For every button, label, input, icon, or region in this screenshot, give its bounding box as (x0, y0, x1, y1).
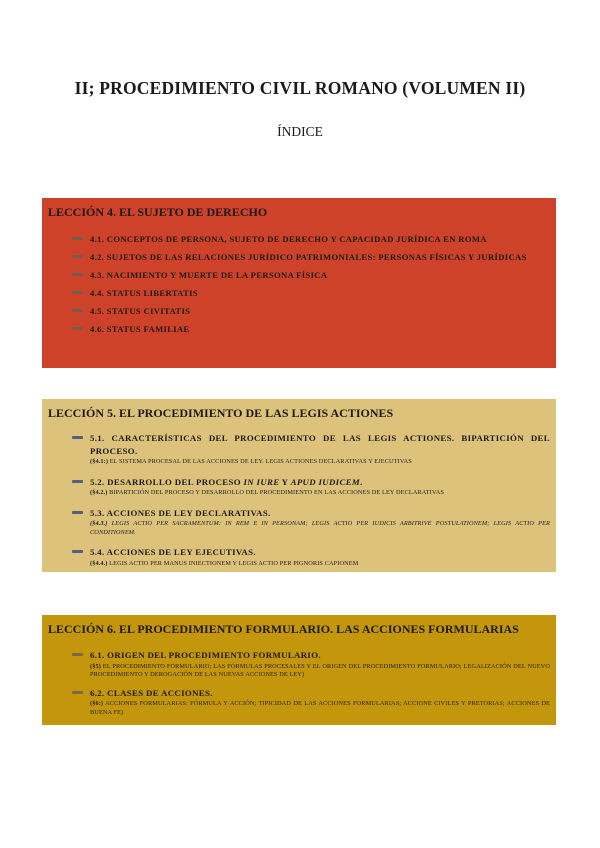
lesson-5-box (42, 399, 556, 572)
list-item (72, 649, 550, 680)
item-text: 4.4. STATUS LIBERTATIS (90, 288, 199, 298)
bullet-icon (72, 436, 83, 439)
item-text: 4.3. NACIMIENTO Y MUERTE DE LA PERSONA FÍSICA (90, 270, 328, 280)
item-text: 4.6. STATUS FAMILIAE (90, 324, 190, 334)
lesson-items (48, 233, 550, 336)
item-subtext: (§5) EL PROCEDIMIENTO FORMULARIO; LAS FÓRMULAS PROCESALES Y EL ORIGEN DEL PROCEDIMIENTO FORMULARIO; LEGALIZACIÓN DEL NUEVO PROCEDIMIENTO Y DEROGACIÓN DE LAS NUEVAS ACCIONES DE LEY) (90, 662, 550, 678)
bullet-icon (72, 327, 83, 330)
lesson-4-box (42, 198, 556, 368)
item-subtext: (§4.2.) BIPARTICIÓN DEL PROCESO Y DESARROLLO DEL PROCEDIMIENTO EN LAS ACCIONES DE LEY DECLARATIVAS (90, 489, 444, 496)
bullet-icon (72, 511, 83, 514)
list-item: 5.2. DESARROLLO DEL PROCESO IN IURE Y APUD IUDICEM. (§4.2.) BIPARTICIÓN DEL PROCESO Y DESARROLLO DEL PROCEDIMIENTO EN LAS ACCIONES DE LEY DECLARATIVAS (72, 476, 550, 498)
list-item (72, 432, 550, 467)
bullet-icon (72, 550, 83, 553)
bullet-icon (72, 691, 83, 694)
bullet-icon (72, 480, 83, 483)
item-text: 5.4. ACCIONES DE LEY EJECUTIVAS. (90, 547, 256, 557)
lesson-items (48, 432, 550, 568)
item-text: 4.2. SUJETOS DE LAS RELACIONES JURÍDICO PATRIMONIALES: PERSONAS FÍSICAS Y JURÍDICAS (90, 252, 527, 262)
bullet-icon (72, 309, 83, 312)
lesson-heading: LECCIÓN 5. EL PROCEDIMIENTO DE LAS LEGIS ACTIONES (48, 406, 394, 420)
item-subtext: (§4.4.) LEGIS ACTIO PER MANUS INIECTIONEM Y LEGIS ACTIO PER PIGNORIS CAPIONEM (90, 559, 359, 567)
item-subtext: (§4.3.) LEGIS ACTIO PER SACRAMENTUM: IN REM E IN PERSONAM; LEGIS ACTIO PER IUDICIS ARBITRIVE POSTULATIONEM; LEGIS ACTIO PER CONDITIONEM. (90, 520, 550, 536)
lesson-items (48, 649, 550, 717)
bullet-icon (72, 273, 83, 276)
item-text: 5.2. DESARROLLO DEL PROCESO (90, 476, 244, 487)
item-text: 6.2. CLASES DE ACCIONES. (90, 687, 213, 698)
item-text: 4.5. STATUS CIVITATIS (90, 306, 191, 316)
document-title: II; PROCEDIMIENTO CIVIL ROMANO (VOLUMEN II) (74, 78, 526, 98)
list-item (72, 251, 550, 264)
list-item (72, 507, 550, 538)
lesson-6-box (42, 615, 556, 725)
lesson-heading: LECCIÓN 4. EL SUJETO DE DERECHO (48, 205, 268, 219)
list-item (72, 305, 550, 318)
list-item (72, 269, 550, 282)
list-item (72, 323, 550, 336)
bullet-icon (72, 291, 83, 294)
item-text: 6.1. ORIGEN DEL PROCEDIMIENTO FORMULARIO. (90, 650, 321, 660)
lesson-heading: LECCIÓN 6. EL PROCEDIMIENTO FORMULARIO. LAS ACCIONES FORMULARIAS (48, 622, 519, 636)
item-subtext: (§4.1:) EL SISTEMA PROCESAL DE LAS ACCIONES DE LEY. LEGIS ACTIONES DECLARATIVAS Y EJECUTIVAS (90, 458, 412, 465)
bullet-icon (72, 255, 83, 258)
list-item (72, 287, 550, 300)
bullet-icon (72, 237, 83, 240)
item-subtext: (§6:) ACCIONES FORMULARIAS: FÓRMULA Y ACCIÓN; TIPICIDAD DE LAS ACCIONES FORMULARIAS; ACCIONE CIVILES Y PRETORIAS; ACCIONES DE BUENA FE) (90, 700, 550, 716)
bullet-icon (72, 653, 83, 656)
list-item (72, 687, 550, 718)
item-text: 5.1. CARACTERÍSTICAS DEL PROCEDIMIENTO DE LAS LEGIS ACTIONES. BIPARTICIÓN DEL PROCESO. (90, 433, 550, 456)
item-text: 4.1. CONCEPTOS DE PERSONA, SUJETO DE DERECHO Y CAPACIDAD JURÍDICA EN ROMA (90, 234, 487, 244)
list-item (72, 546, 550, 568)
index-label: ÍNDICE (277, 124, 323, 139)
list-item (72, 233, 550, 246)
item-text: 5.3. ACCIONES DE LEY DECLARATIVAS. (90, 507, 271, 518)
